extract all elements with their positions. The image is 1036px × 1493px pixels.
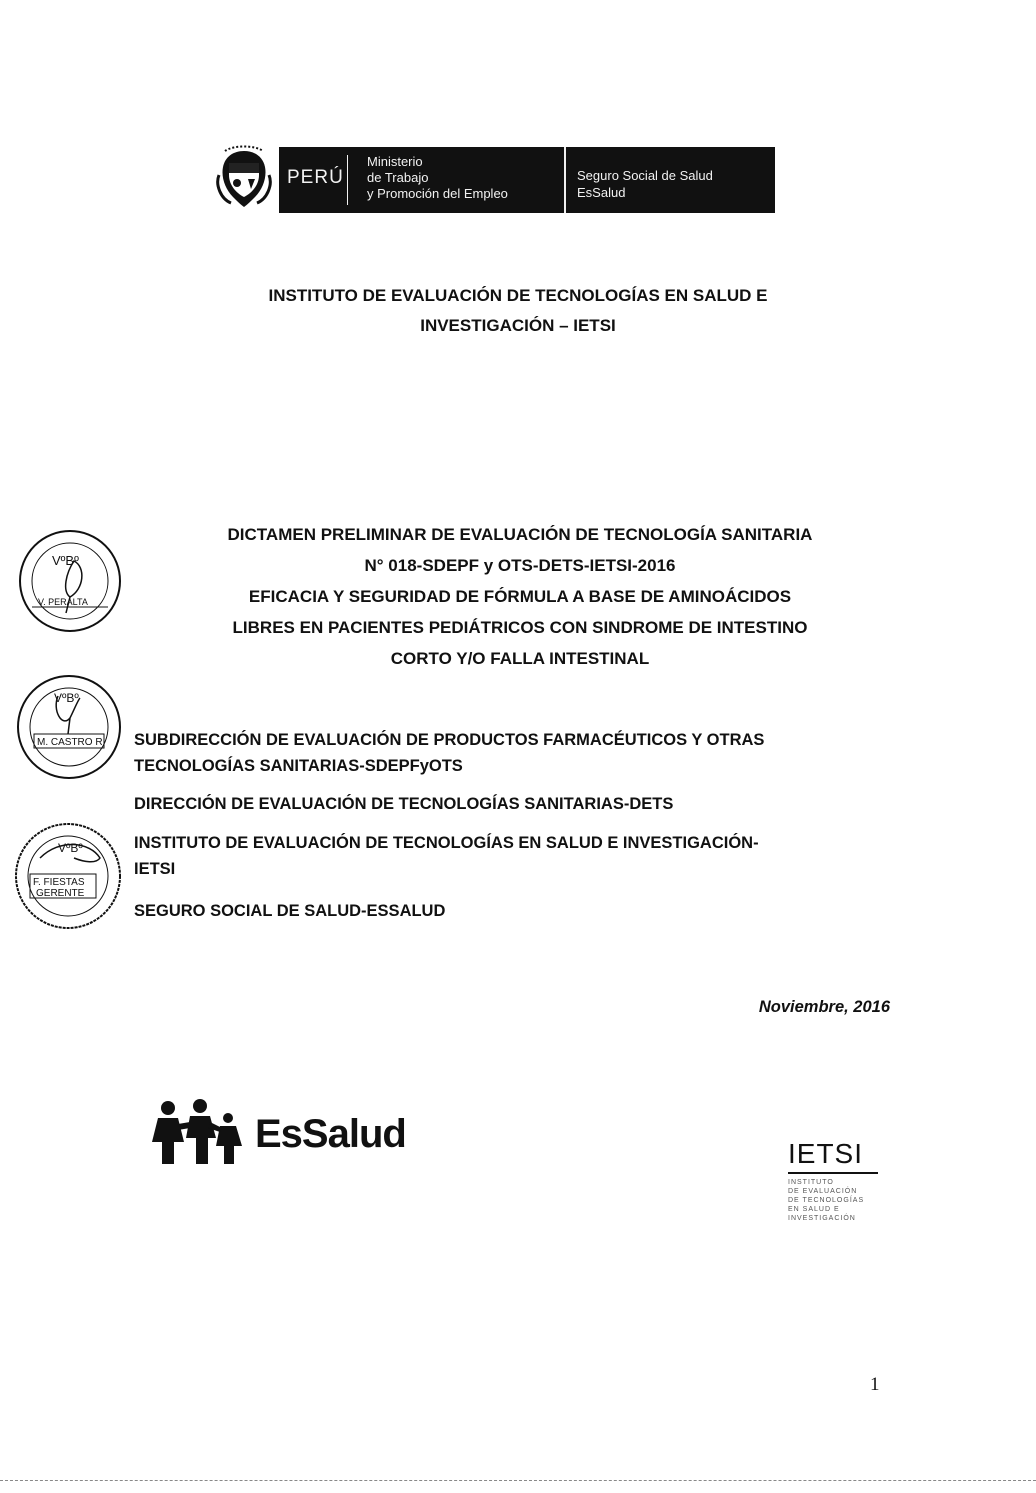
approval-stamp-2 bbox=[12, 670, 126, 784]
directorate: DIRECCIÓN DE EVALUACIÓN DE TECNOLOGÍAS SANITARIAS-DETS bbox=[134, 795, 674, 813]
stamp-3-name: F. FIESTAS bbox=[33, 877, 85, 888]
stamp-2-name: M. CASTRO R. bbox=[37, 737, 106, 748]
ietsi-subtitle bbox=[788, 1178, 864, 1223]
document-title-line-3: EFICACIA Y SEGURIDAD DE FÓRMULA A BASE DE AMINOÁCIDOS bbox=[248, 587, 792, 606]
ietsi-subtitle-line-1: INSTITUTO bbox=[788, 1179, 834, 1186]
document-title-line-5: CORTO Y/O FALLA INTESTINAL bbox=[390, 649, 650, 668]
institute-title-line-1: INSTITUTO DE EVALUACIÓN DE TECNOLOGÍAS EN SALUD E bbox=[268, 286, 768, 305]
approval-stamp-1 bbox=[14, 525, 126, 637]
document-title-line-1: DICTAMEN PRELIMINAR DE EVALUACIÓN DE TECNOLOGÍA SANITARIA bbox=[227, 525, 813, 544]
document-title bbox=[130, 519, 910, 674]
approval-stamp-3 bbox=[10, 818, 126, 934]
ietsi-rule bbox=[788, 1172, 878, 1174]
document-date: Noviembre, 2016 bbox=[758, 998, 890, 1016]
subdirectorate-line-2: TECNOLOGÍAS SANITARIAS-SDEPFyOTS bbox=[134, 757, 463, 775]
national-shield-icon bbox=[215, 145, 273, 211]
ietsi-subtitle-line-4: EN SALUD E bbox=[788, 1206, 840, 1213]
header-black-band bbox=[279, 147, 775, 213]
subdirectorate-line-1: SUBDIRECCIÓN DE EVALUACIÓN DE PRODUCTOS FARMACÉUTICOS Y OTRAS bbox=[134, 731, 765, 749]
institution-line-1: Seguro Social de Salud bbox=[577, 168, 713, 183]
institution-name bbox=[577, 167, 713, 201]
stamp-3-role: GERENTE bbox=[36, 888, 85, 899]
essalud-family-icon bbox=[150, 1098, 254, 1166]
ministry-line-1: Ministerio bbox=[367, 154, 423, 169]
institute-title bbox=[0, 281, 1036, 341]
stamp-1-vobo: VºBº bbox=[52, 553, 79, 568]
country-label: PERÚ bbox=[287, 167, 344, 188]
essalud-wordmark: EsSalud bbox=[255, 1112, 406, 1156]
subdirectorate bbox=[134, 727, 894, 779]
ministry-line-3: y Promoción del Empleo bbox=[367, 186, 508, 201]
ietsi-subtitle-line-3: DE TECNOLOGÍAS bbox=[788, 1197, 865, 1204]
social-security: SEGURO SOCIAL DE SALUD-ESSALUD bbox=[134, 902, 446, 920]
institute bbox=[134, 830, 894, 882]
institution-line-2: EsSalud bbox=[577, 185, 626, 200]
header-divider bbox=[347, 155, 348, 205]
institute-line-2: IETSI bbox=[134, 860, 176, 878]
ministry-name bbox=[367, 154, 508, 202]
scan-edge-line bbox=[0, 1480, 1036, 1482]
document-title-line-4: LIBRES EN PACIENTES PEDIÁTRICOS CON SINDROME DE INTESTINO bbox=[232, 618, 808, 637]
essalud-logo bbox=[150, 1098, 440, 1166]
stamp-2-vobo: VºBº bbox=[54, 691, 79, 705]
ietsi-logo bbox=[788, 1138, 898, 1228]
ietsi-subtitle-line-5: INVESTIGACIÓN bbox=[788, 1215, 856, 1222]
header-divider bbox=[564, 147, 566, 213]
ietsi-subtitle-line-2: DE EVALUACIÓN bbox=[788, 1188, 858, 1195]
ietsi-wordmark: IETSI bbox=[788, 1138, 864, 1169]
institute-title-line-2: INVESTIGACIÓN – IETSI bbox=[420, 316, 616, 335]
document-title-line-2: N° 018-SDEPF y OTS-DETS-IETSI-2016 bbox=[364, 556, 676, 575]
ministry-line-2: de Trabajo bbox=[367, 170, 429, 185]
page-number: 1 bbox=[870, 1374, 880, 1395]
stamp-3-vobo: VºBº bbox=[58, 841, 83, 855]
stamp-1-name: V. PERALTA bbox=[38, 597, 88, 607]
government-header bbox=[215, 145, 775, 215]
institute-line-1: INSTITUTO DE EVALUACIÓN DE TECNOLOGÍAS EN SALUD E INVESTIGACIÓN- bbox=[134, 834, 759, 852]
